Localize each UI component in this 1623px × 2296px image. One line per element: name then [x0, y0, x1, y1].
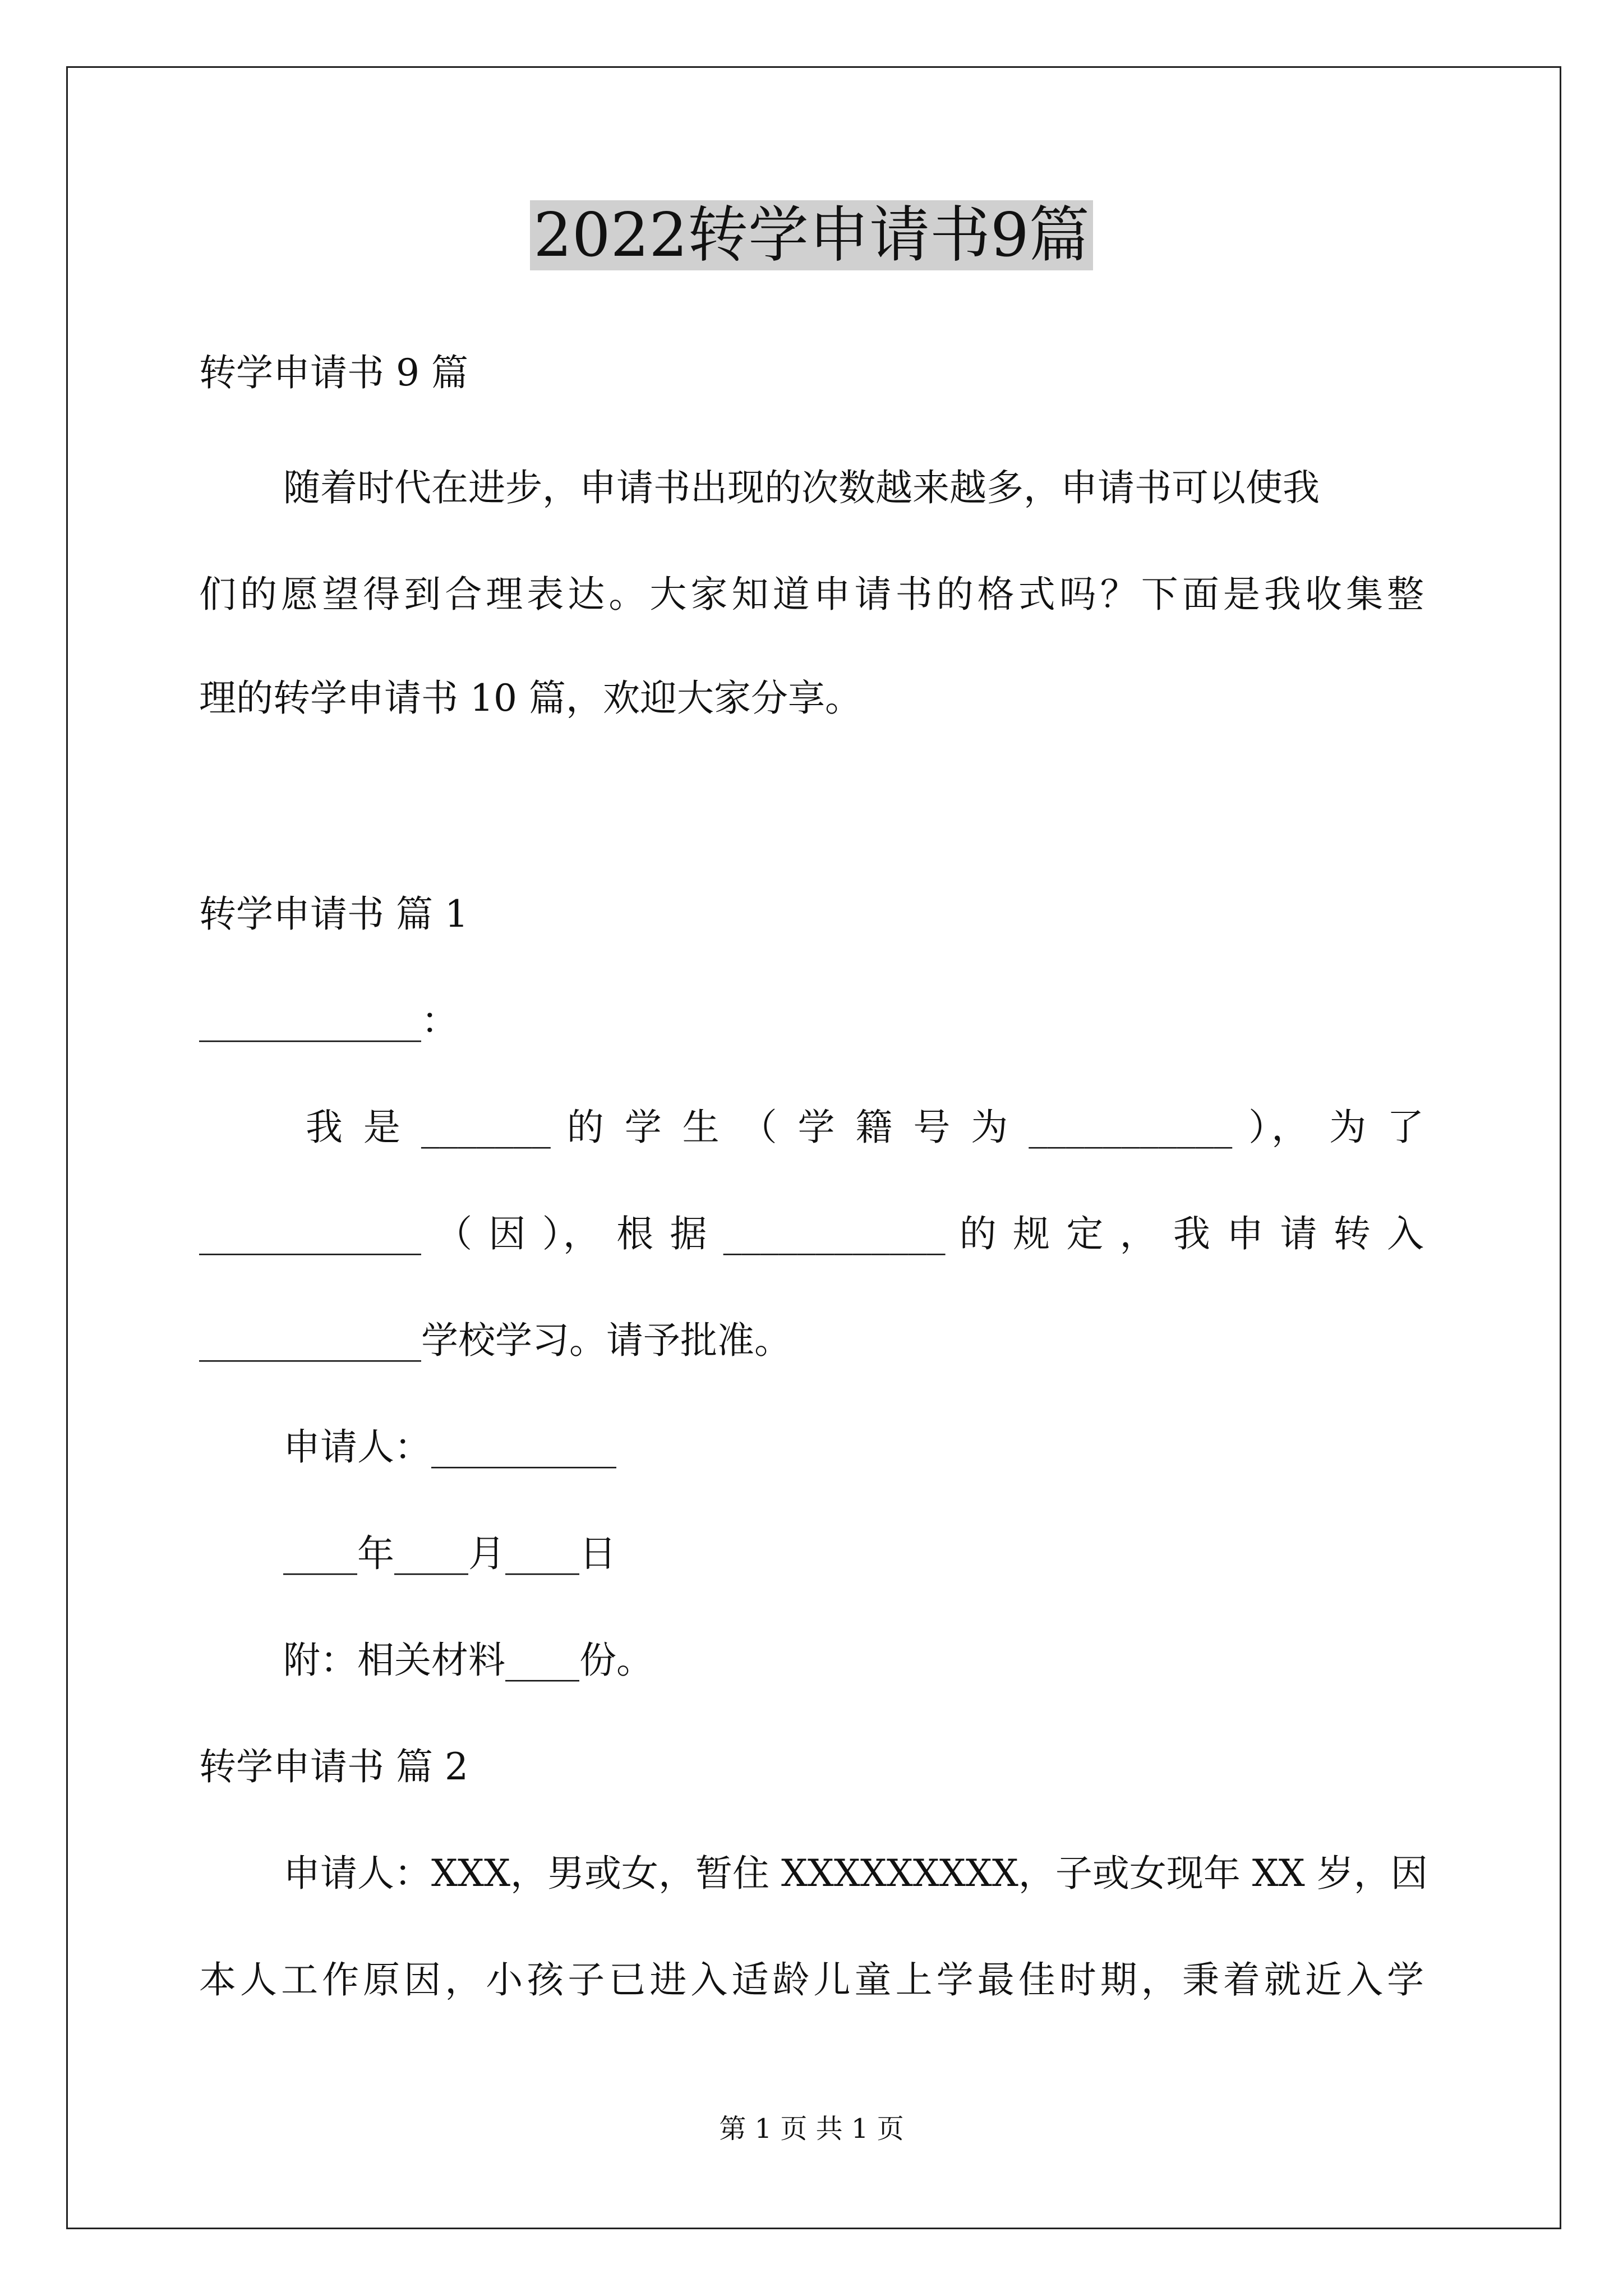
page-footer: 第 1 页 共 1 页 [719, 2113, 904, 2145]
section-1-date: ____年____月____日 [283, 1532, 616, 1575]
section-2-body-line-1: 申请人：XXX，男或女，暂住 XXXXXXXXX，子或女现年 XX 岁，因 [283, 1852, 1428, 1895]
intro-line-3: 理的转学申请书 10 篇，欢迎大家分享。 [199, 677, 862, 720]
section-1-heading: 转学申请书 篇 1 [199, 892, 468, 936]
section-1-body-line-2: ____________ （ 因 ）， 根 据 ____________ 的 规 定 ， 我 申 请 转 入 [199, 1212, 1424, 1255]
section-2-heading: 转学申请书 篇 2 [199, 1745, 468, 1788]
intro-line-1: 随着时代在进步，申请书出现的次数越来越多，申请书可以使我 [283, 466, 1320, 509]
section-1-body-line-1: 我 是 _______ 的 学 生 （ 学 籍 号 为 ___________ ）， 为 了 [306, 1106, 1424, 1149]
document-title: 2022转学申请书9篇 [0, 194, 1623, 278]
section-2-body-line-2: 本人工作原因，小孩子已进入适龄儿童上学最佳时期，秉着就近入学 [199, 1958, 1424, 2001]
intro-line-2: 们的愿望得到合理表达。大家知道申请书的格式吗？下面是我收集整 [199, 573, 1424, 616]
section-1-body-line-3: ____________学校学习。请予批准。 [199, 1319, 791, 1362]
section-1-salutation: ____________： [199, 999, 458, 1042]
section-1-applicant: 申请人：__________ [283, 1425, 616, 1469]
section-1-attachment: 附：相关材料____份。 [283, 1639, 653, 1682]
subtitle: 转学申请书 9 篇 [199, 351, 468, 394]
